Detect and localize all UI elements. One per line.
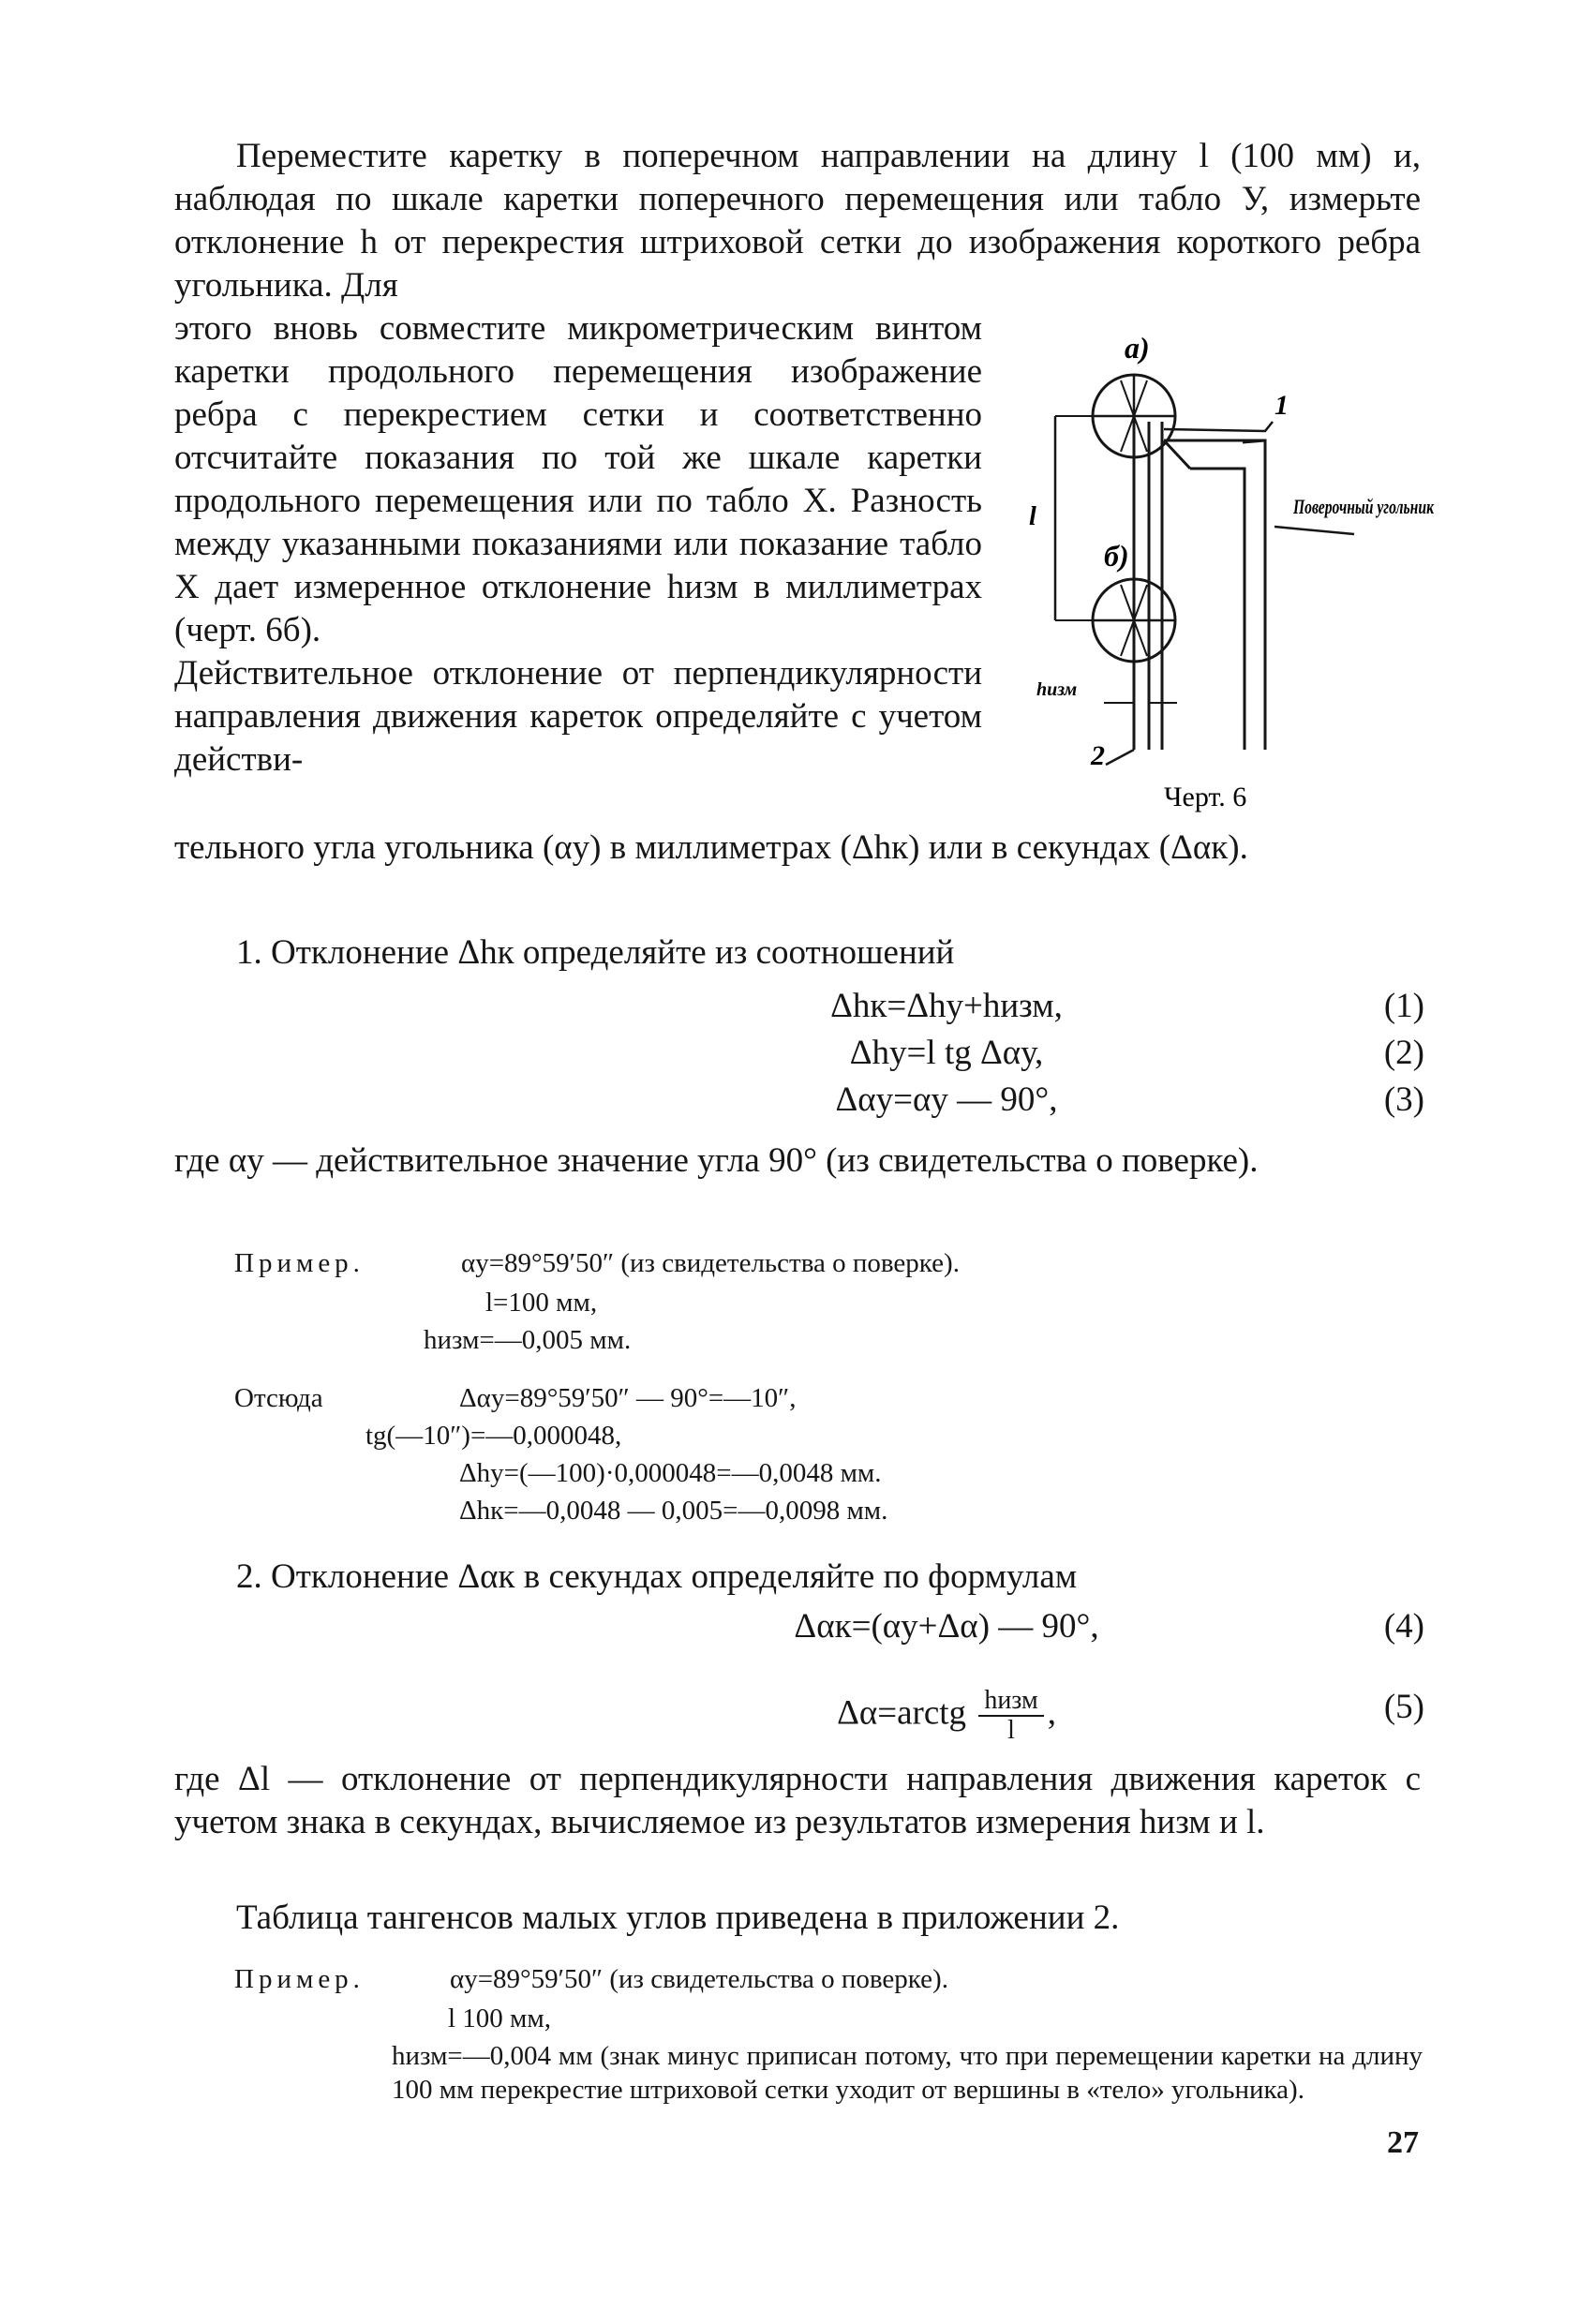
equation-5-prefix: Δα=arctg <box>837 1693 967 1733</box>
equation-2-number: (2) <box>1383 1034 1424 1072</box>
figure-label-l: l <box>1029 502 1036 531</box>
figure-caption: Черт. 6 <box>1164 782 1247 812</box>
equation-5-denominator: l <box>1007 1716 1015 1745</box>
figure-square-label: Поверочный угольник <box>1292 495 1435 518</box>
figure-6 <box>993 309 1443 853</box>
example-1-hence: Отсюда <box>234 1383 323 1413</box>
equation-1-formula: Δhк=Δhу+hизм, <box>830 987 1063 1025</box>
equation-3-number: (3) <box>1383 1080 1424 1119</box>
intro-text: Переместите каретку в поперечном направлении на длину l (100 мм) и, наблюдая по шкале каретки поперечного перемещения или табло У, измерьте отклонение h от перекрестия штриховой сетки до изображения короткого ребра угольника. Для <box>174 137 1421 305</box>
figure-label-a: а) <box>1125 331 1150 365</box>
equation-4-number: (4) <box>1383 1607 1424 1646</box>
wrapped-paragraph <box>174 307 982 782</box>
figure-label-2: 2 <box>1091 740 1105 771</box>
equation-2 <box>562 1033 1424 1080</box>
equation-3-formula: Δαу=αу — 90°, <box>835 1080 1058 1119</box>
equation-5-number: (5) <box>1383 1688 1424 1726</box>
equation-5-numerator: hизм <box>978 1687 1043 1717</box>
equation-4-formula: Δαк=(αу+Δα) — 90°, <box>794 1607 1099 1646</box>
example-1-line-7: Δhк=—0,0048 — 0,005=—0,0098 мм. <box>459 1496 888 1526</box>
item-2-heading: 2. Отклонение Δαк в секундах определяйте по формулам <box>236 1557 1078 1596</box>
intro-paragraph <box>174 135 1421 307</box>
figure-label-hizm: hизм <box>1036 679 1078 700</box>
equation-1 <box>562 986 1424 1033</box>
actual-deviation-tail: тельного угла угольника (αу) в миллиметрах (Δhк) или в секундах (Δαк). <box>174 828 1248 867</box>
example-2-line-1: αу=89°59′50″ (из свидетельства о поверке). <box>450 1964 948 1994</box>
equation-1-number: (1) <box>1383 987 1424 1025</box>
example-1-line-5: tg(—10″)=—0,000048, <box>365 1421 622 1451</box>
equation-5 <box>562 1677 1424 1743</box>
where-2-paragraph: где Δl — отклонение от перпендикулярности направления движения кареток с учетом знака в секундах, вычисляемое из результатов измерения hизм и l. <box>174 1760 1421 1841</box>
figure-6-drawing <box>993 309 1443 853</box>
table-note: Таблица тангенсов малых углов приведена в приложении 2. <box>236 1899 1120 1937</box>
equation-5-fraction <box>978 1687 1043 1745</box>
equation-4 <box>562 1606 1424 1653</box>
actual-deviation-lead: Действительное отклонение от перпендикулярности направления движения кареток определяйте с учетом действи- <box>174 654 982 779</box>
equation-5-suffix: , <box>1047 1693 1056 1733</box>
wrapped-text: этого вновь совместите микрометрическим винтом каретки продольного перемещения изображение ребра с перекрестием сетки и соответственно отсчитайте показания по той же шкале каретки продольного перемещения или по табло X. Разность между указанными показаниями или показание табло X дает измеренное отклонение hизм в миллиметрах (черт. 6б). <box>174 309 982 649</box>
example-2-label: Пример. <box>234 1964 365 1994</box>
example-2-line-3: hизм=—0,004 мм (знак минус приписан потому, что при перемещении каретки на длину 100 мм перекрестие штриховой сетки уходит от вершины в «тело» угольника). <box>392 2041 1423 2105</box>
where-1-paragraph: где αу — действительное значение угла 90° (из свидетельства о поверке). <box>174 1141 1259 1180</box>
figure-label-b: б) <box>1104 539 1129 573</box>
item-1-heading: 1. Отклонение Δhк определяйте из соотношений <box>236 933 955 972</box>
equation-2-formula: Δhу=l tg Δαу, <box>849 1034 1044 1072</box>
example-1-line-6: Δhу=(—100)·0,000048=—0,0048 мм. <box>459 1458 882 1488</box>
example-1-line-4: Δαу=89°59′50″ — 90°=—10″, <box>459 1383 797 1413</box>
figure-label-1: 1 <box>1275 390 1289 421</box>
example-1-line-3: hизм=—0,005 мм. <box>424 1325 632 1355</box>
example-1-line-2: l=100 мм, <box>485 1288 598 1318</box>
page-number: 27 <box>1387 2125 1419 2160</box>
example-1-line-1: αу=89°59′50″ (из свидетельства о поверке). <box>461 1248 960 1278</box>
example-2-line-2: l 100 мм, <box>448 2004 552 2034</box>
equation-3 <box>562 1080 1424 1126</box>
example-1-label: Пример. <box>234 1248 365 1278</box>
